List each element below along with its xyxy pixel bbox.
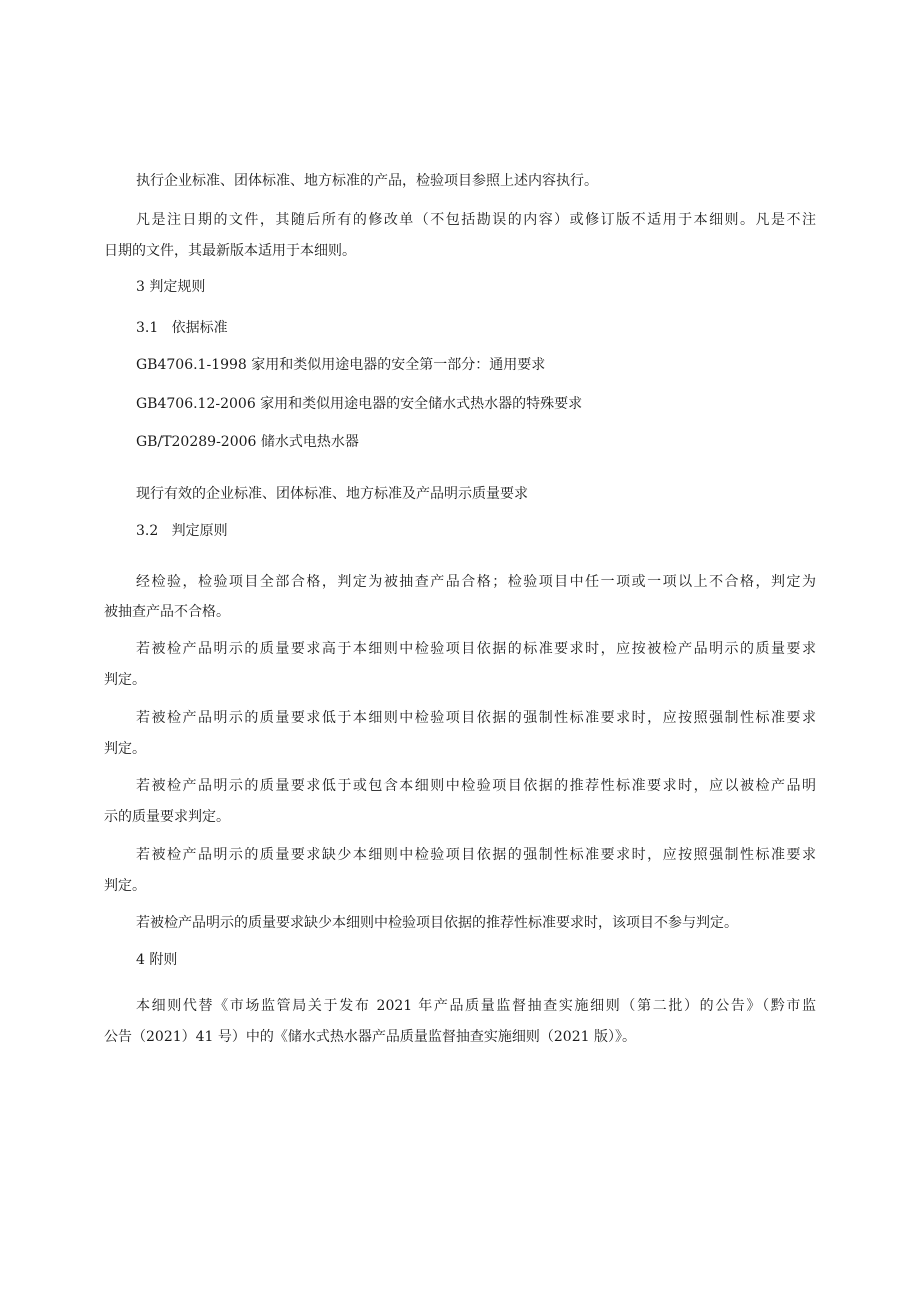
paragraph-product-standards: 执行企业标准、团体标准、地方标准的产品，检验项目参照上述内容执行。	[136, 173, 598, 189]
heading-judgment-rules: 3 判定规则	[136, 279, 206, 295]
standard-item-1: GB4706.1-1998 家用和类似用途电器的安全第一部分：通用要求	[136, 357, 546, 373]
rule-1-line2: 被抽查产品不合格。	[104, 604, 230, 620]
annex-line1: 本细则代替《市场监管局关于发布 2021 年产品质量监督抽查实施细则（第二批）的公告》（黔市监	[136, 998, 816, 1014]
rule-1-line1: 经检验，检验项目全部合格，判定为被抽查产品合格；检验项目中任一项或一项以上不合格，判定为	[136, 574, 816, 590]
annex-line2: 公告（2021）41 号）中的《储水式热水器产品质量监督抽查实施细则（2021 版）》。	[104, 1029, 636, 1045]
rule-5-line2: 判定。	[104, 878, 146, 894]
rule-2-line2: 判定。	[104, 672, 146, 688]
rule-2-line1: 若被检产品明示的质量要求高于本细则中检验项目依据的标准要求时，应按被检产品明示的质量要求	[136, 641, 816, 657]
rule-4-line2: 示的质量要求判定。	[104, 809, 230, 825]
heading-annex: 4 附则	[136, 952, 178, 968]
rule-3-line1: 若被检产品明示的质量要求低于本细则中检验项目依据的强制性标准要求时，应按照强制性标准要求	[136, 710, 816, 726]
rule-5-line1: 若被检产品明示的质量要求缺少本细则中检验项目依据的强制性标准要求时，应按照强制性标准要求	[136, 847, 816, 863]
standard-item-3: GB/T20289-2006 储水式电热水器	[136, 434, 359, 450]
heading-judgment-principles: 3.2 判定原则	[136, 523, 228, 539]
standard-item-2: GB4706.12-2006 家用和类似用途电器的安全储水式热水器的特殊要求	[136, 396, 583, 412]
heading-basis-standards: 3.1 依据标准	[136, 320, 228, 336]
standard-item-4: 现行有效的企业标准、团体标准、地方标准及产品明示质量要求	[136, 486, 528, 502]
paragraph-dated-documents-line2: 日期的文件，其最新版本适用于本细则。	[104, 243, 356, 259]
rule-6: 若被检产品明示的质量要求缺少本细则中检验项目依据的推荐性标准要求时，该项目不参与判定。	[136, 915, 738, 931]
rule-3-line2: 判定。	[104, 741, 146, 757]
paragraph-dated-documents-line1: 凡是注日期的文件，其随后所有的修改单（不包括勘误的内容）或修订版不适用于本细则。凡是不注	[136, 212, 816, 228]
rule-4-line1: 若被检产品明示的质量要求低于或包含本细则中检验项目依据的推荐性标准要求时，应以被检产品明	[136, 778, 816, 794]
